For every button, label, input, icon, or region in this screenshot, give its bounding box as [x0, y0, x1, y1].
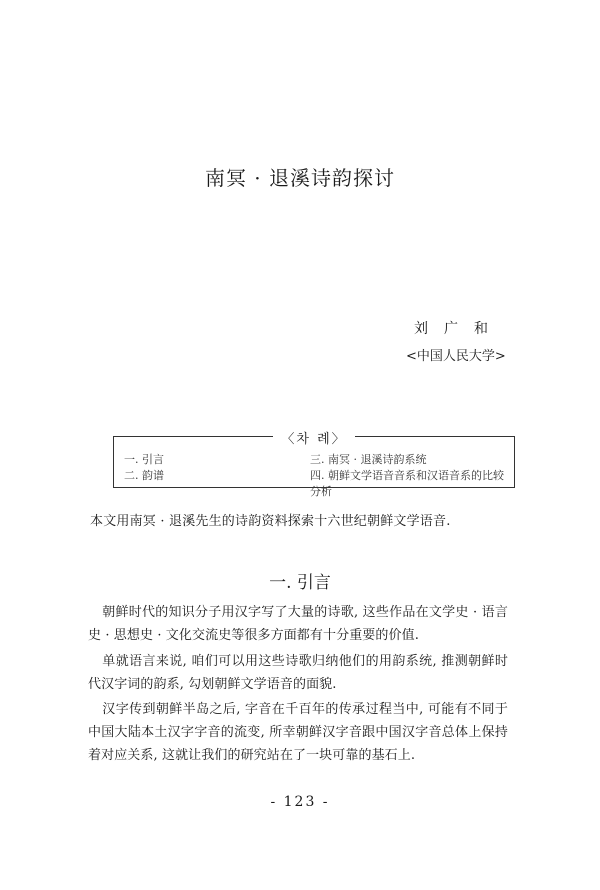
body-paragraph: 单就语言来说, 咱们可以用这些诗歌归纳他们的用韵系统, 推测朝鲜时代汉字词的韵系, 勾划朝鲜文学语音的面貌. [88, 654, 508, 692]
page-number: - 123 - [270, 794, 330, 810]
toc-item: 二. 韵谱 [124, 469, 164, 482]
toc-item: 四. 朝鲜文学语音音系和汉语音系的比较分析 [310, 469, 504, 498]
article-title: 南冥 · 退溪诗韵探讨 [204, 166, 396, 190]
abstract-text: 本文用南冥 · 退溪先生的诗韵资料探索十六世纪朝鲜文学语音. [90, 514, 451, 529]
toc-item: 一. 引言 [124, 453, 164, 466]
toc-item: 三. 南冥 · 退溪诗韵系统 [310, 453, 427, 466]
section-heading: 一. 引言 [269, 573, 331, 593]
body-paragraph: 汉字传到朝鲜半岛之后, 字音在千百年的传承过程当中, 可能有不同于中国大陆本土汉字字音的流变, 所幸朝鲜汉字音跟中国汉字音总体上保持着对应关系, 这就让我们的研究站在了一块可靠的基石上. [88, 702, 508, 763]
author-name: 刘广和 [414, 321, 504, 337]
body-paragraph: 朝鲜时代的知识分子用汉字写了大量的诗歌, 这些作品在文学史 · 语言史 · 思想史 · 文化交流史等很多方面都有十分重要的价值. [88, 605, 508, 643]
toc-heading: 〈차 례〉 [114, 428, 514, 447]
author-affiliation: <中国人民大学> [406, 349, 506, 364]
table-of-contents [113, 432, 515, 498]
